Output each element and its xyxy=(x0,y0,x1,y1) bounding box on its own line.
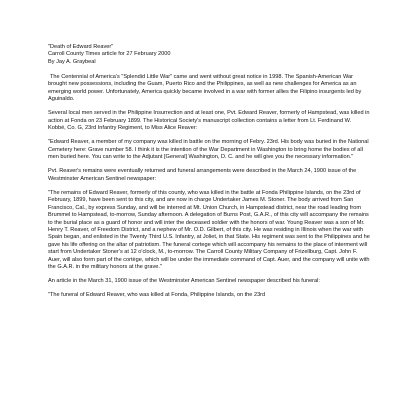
paragraph-local-men: Several local men served in the Philippine Insurrection and at least one, Pvt. Edward Reaver, formerly of Hampstead, was killed in action at Fonda on 23 February 1899. The Historical Society's manuscript collection contains a letter from Lt. Ferdinand W. Kobbé, Co. G, 23rd Infantry Regiment, to Miss Alice Reaver: xyxy=(48,110,370,132)
paragraph-funeral-intro: An article in the March 31, 1900 issue of the Westminster American Sentinel newspaper described his funeral: xyxy=(48,278,320,285)
article-title: "Death of Edward Reaver" xyxy=(48,44,114,50)
quote-sentinel-march-31: "The funeral of Edward Reaver, who was killed at Fonda, Philippine Islands, on the 23rd xyxy=(48,292,266,299)
paragraph-remains-returned: Pvt. Reaver's remains were eventually returned and funeral arrangements were described in the March 24, 1900 issue of the Westminster American Sentinel newspaper: xyxy=(48,168,357,182)
quote-kobbe-letter: "Edward Reaver, a member of my company was killed in battle on the morning of Febry. 23rd. His body was buried in the National Cemetery here: Grave number 58. I think it is the intention of the War Department in Washington to bring home the bodies of all men buried here. You can write to the Adjutant [General] Washington, D. C. and he will give you the necessary information." xyxy=(48,139,369,161)
quote-sentinel-march-24: "The remains of Edward Reaver, formerly of this county, who was killed in the battle at Fonda Philippine Islands, on the 23rd of February, 1899, have been sent to this city, and are now in charge Undertaker James M. Stoner. The body arrived from San Francisco, Cal., by express Sunday, and will be interred at Mt. Union Church, in Hampstead district, near the road leading from Brummel to Hampstead, to-morrow, Sunday afternoon. A delegation of Burns Post, G.A.R., of this city will accompany the remains to the burial place as a guard of honor and will inter the deceased soldier with the honors of war. Young Reaver was a son of Mr. Henry T. Reaver, of Freedom District, and a nephew of Mr. O.D. Gilbert, of this city. He was residing in Illinois when the war with Spain began, and enlisted in the Twenty Third U.S. Infantry, at Joliet, in that State. His regiment was sent to the Philippines and he gave his life offering on the altar of patriotism. The funeral cortege which will accompany his remains to the place of interment will start from Undertaker Stoner's at 12 o'clock, M., to-morrow. The Carroll County Military Company of Frizellburg, Capt. John F. Auer, will also form part of the cortège, which will be under the immediate command of Capt. Auer, and the company will unite with the G.A.R. in the military honors at the grave." xyxy=(48,189,370,270)
article-byline: By Jay A. Graybeal xyxy=(48,58,96,65)
paragraph-intro: The Centennial of America's "Splendid Little War" came and went without great notice in 1998. The Spanish-American War brought new possessions, including the Guam, Puerto Rico and the Philippines, as well as new challenges for America as an emerging world power. Unfortunately, America quickly became involved in a war with former allies the Filipino insurgents led by Aguinaldo. xyxy=(48,73,362,103)
article-source: Carroll County Times article for 27 February 2000 xyxy=(48,51,171,58)
article-body xyxy=(48,44,370,300)
